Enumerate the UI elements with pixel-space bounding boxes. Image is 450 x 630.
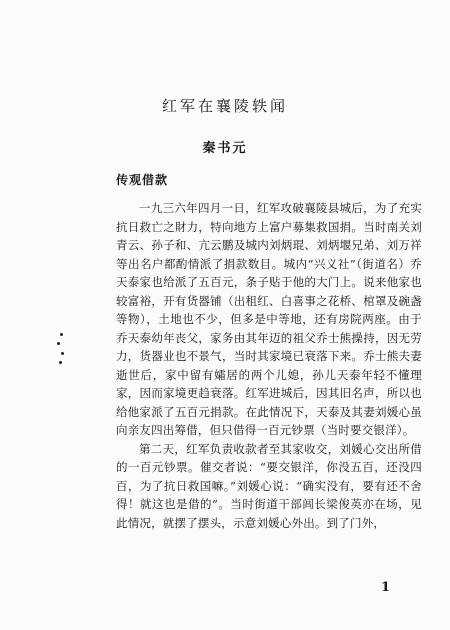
paragraph-2: 第二天，红军负责收款者至其家收交，刘媛心交出所借的一百元钞票。催交者说：“要交银洋，你没五百，还没四百，为了抗日救国嘛。”刘媛心说：“确实没有，要有还不舍得！就这也是借的”。当时街道干部闾长梁俊英亦在场，见此情况，就摆了摆头，示意刘媛心外出。到了门外，	[116, 441, 422, 530]
section-heading: 传观借款	[116, 173, 169, 187]
article-body	[116, 199, 422, 532]
article-title: 红军在襄陵轶闻	[161, 97, 288, 115]
author-name: 秦书元	[202, 141, 248, 156]
page-number: 1	[381, 580, 391, 595]
margin-scan-marks	[55, 330, 67, 370]
paragraph-1: 一九三六年四月一日，红军攻破襄陵县城后，为了充实抗日救亡之財力，特向地方上富户募集救国捐。当时南关刘青云、孙子和、亢云鹏及城内刘炳琨、刘炳堰兄弟、刘万祥等出名户都酌情派了捐款数目。城内“兴义社”（街道名）乔天泰家也给派了五百元，条子贴于他的大门上。说来他家也较富裕，开有货器铺（出租红、白喜事之花桥、棺罩及碗盏等物），土地也不少，但多是中等地，还有房院两座。由于乔天泰幼年丧父，家务由其年迈的祖父乔士熊操持，因无劳力，货器业也不景气，当时其家境已衰落下来。乔士熊夫妻逝世后，家中留有孀居的两个儿媳，孙儿天泰年轻不懂理家，因而家境更趋衰落。红军进城后，因其旧名声，所以也给他家派了五百元捐款。在此情况下，天泰及其妻刘媛心虽向亲友四出筹借，但只借得一百元钞票（当时要交银洋）。	[116, 201, 422, 437]
